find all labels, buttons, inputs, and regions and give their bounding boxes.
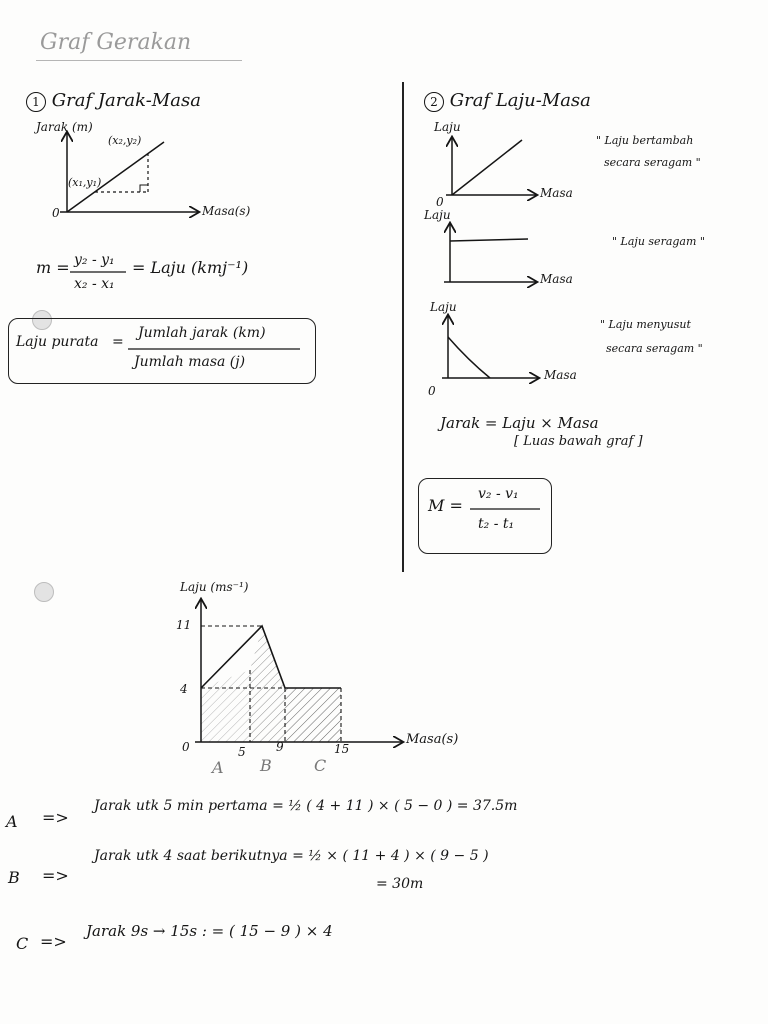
accel-denominator: t₂ - t₁ [478, 516, 515, 532]
section2-number: 2 [424, 92, 444, 112]
ex-region-b: B [260, 756, 272, 775]
g1-y-label: Laju [434, 120, 461, 134]
ex-y-tick-4: 4 [180, 682, 188, 696]
ex-x-label: Masa(s) [406, 732, 459, 747]
distance-note: [ Luas bawah graf ] [514, 434, 643, 449]
line-b-sep: => [42, 866, 69, 885]
ex-x-tick-15: 15 [334, 742, 350, 756]
example-speed-time-graph [195, 600, 402, 742]
gradient-lhs: m = [36, 258, 70, 277]
accel-numerator: v₂ - v₁ [478, 486, 519, 502]
g1-origin: 0 [436, 195, 444, 209]
gradient-denominator: x₂ - x₁ [74, 276, 115, 292]
speed-time-graph-increasing [446, 138, 536, 195]
line-a-sep: => [42, 808, 69, 827]
avg-speed-numerator: Jumlah jarak (km) [138, 325, 266, 341]
g2-x-label: Masa [540, 272, 573, 286]
avg-speed-equals: = [112, 334, 124, 350]
avg-speed-denominator: Jumlah masa (j) [134, 354, 246, 370]
dt-point-lower: (x₁,y₁) [68, 176, 102, 189]
section1-title: Graf Jarak-Masa [51, 90, 201, 111]
g3-y-label: Laju [430, 300, 457, 314]
accel-lhs: M = [428, 496, 463, 515]
distance-eq: Jarak = Laju × Masa [440, 414, 599, 432]
ex-region-c: C [314, 756, 327, 775]
dt-y-label: Jarak (m) [36, 120, 93, 134]
g3-x-label: Masa [544, 368, 577, 382]
ex-y-tick-0: 0 [182, 740, 190, 754]
page-title: Graf Gerakan [40, 30, 192, 55]
gradient-rhs: = Laju (kmj⁻¹) [132, 258, 249, 277]
g2-y-label: Laju [424, 208, 451, 222]
g3-origin: 0 [428, 384, 436, 398]
line-a-text: Jarak utk 5 min pertama = ½ ( 4 + 11 ) × ( 5 − 0 ) = 37.5m [94, 798, 518, 814]
dt-origin: 0 [52, 206, 60, 220]
line-b-key: B [8, 868, 20, 887]
ex-y-tick-11: 11 [176, 618, 192, 632]
section2-title: Graf Laju-Masa [449, 90, 591, 111]
dt-point-upper: (x₂,y₂) [108, 134, 142, 147]
line-b-text: Jarak utk 4 saat berikutnya = ½ × ( 11 + 4 ) × ( 9 − 5 ) [94, 848, 489, 864]
speed-time-graph-constant [444, 224, 536, 282]
g3-note-1: " Laju menyusut [600, 318, 691, 331]
line-c-text: Jarak 9s → 15s : = ( 15 − 9 ) × 4 [86, 922, 333, 940]
speed-time-graph-decreasing [442, 316, 538, 378]
line-c-sep: => [40, 932, 67, 951]
line-a-key: A [6, 812, 18, 831]
ex-x-tick-9: 9 [276, 740, 284, 754]
g1-x-label: Masa [540, 186, 573, 200]
g3-note-2: secara seragam " [606, 342, 703, 355]
g2-note-1: " Laju seragam " [612, 235, 705, 248]
ex-y-label: Laju (ms⁻¹) [180, 580, 249, 594]
line-b-result: = 30m [376, 876, 424, 892]
line-c-key: C [16, 934, 29, 953]
ex-x-tick-5: 5 [238, 745, 246, 759]
dt-x-label: Masa(s) [202, 204, 251, 218]
gradient-numerator: y₂ - y₁ [74, 252, 115, 268]
g1-note-2: secara seragam " [604, 156, 701, 169]
ex-region-a: A [212, 758, 224, 777]
g1-note-1: " Laju bertambah [596, 134, 694, 147]
avg-speed-label: Laju purata [16, 334, 99, 350]
section1-number: 1 [26, 92, 46, 112]
